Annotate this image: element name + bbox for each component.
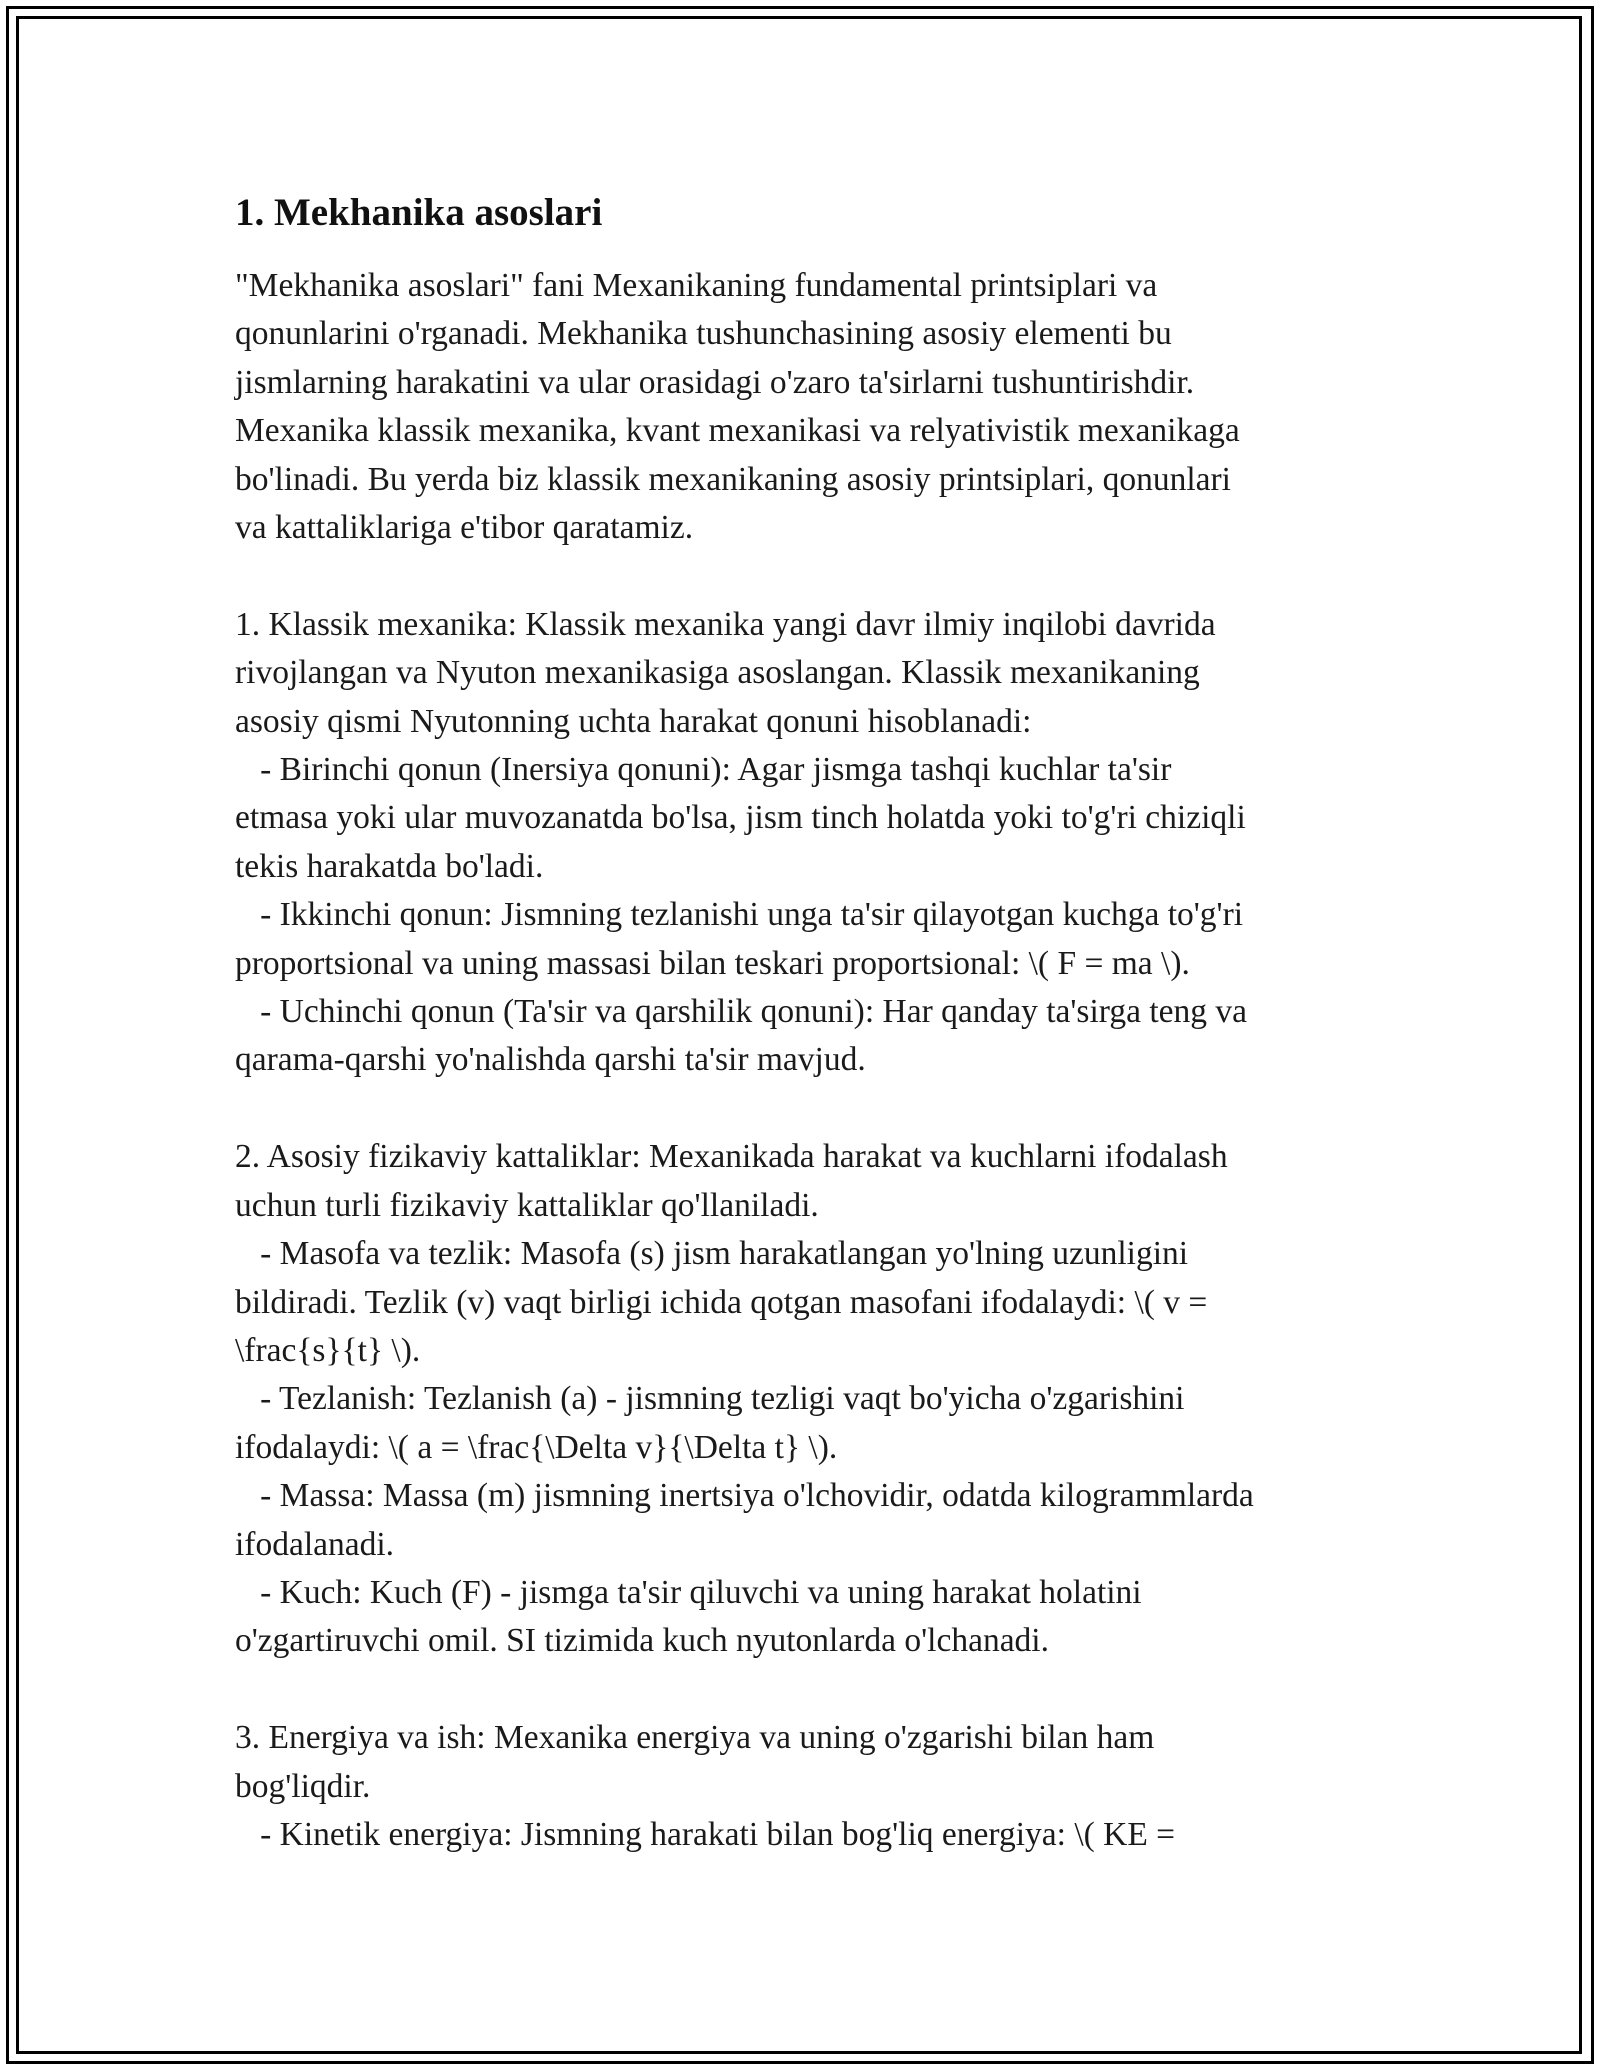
text-line: qonunlarini o'rganadi. Mekhanika tushunchasining asosiy elementi bu: [235, 315, 1172, 353]
document-body: [235, 262, 1365, 1859]
text-line: proportsional va uning massasi bilan teskari proportsional: \( F = ma \).: [235, 944, 1190, 982]
text-line: 3. Energiya va ish: Mexanika energiya va uning o'zgarishi bilan ham: [235, 1719, 1155, 1757]
blank-line: [235, 552, 1365, 600]
blank-line: [235, 1666, 1365, 1714]
text-line: - Birinchi qonun (Inersiya qonuni): Agar jismga tashqi kuchlar ta'sir: [235, 751, 1172, 789]
text-line: bo'linadi. Bu yerda biz klassik mexanikaning asosiy printsiplari, qonunlari: [235, 460, 1231, 498]
text-line: qarama-qarshi yo'nalishda qarshi ta'sir mavjud.: [235, 1041, 866, 1079]
text-line: bog'liqdir.: [235, 1767, 371, 1805]
text-line: etmasa yoki ular muvozanatda bo'lsa, jism tinch holatda yoki to'g'ri chiziqli: [235, 799, 1246, 837]
text-line: - Massa: Massa (m) jismning inertsiya o'lchovidir, odatda kilogrammlarda: [235, 1477, 1254, 1515]
text-line: va kattaliklariga e'tibor qaratamiz.: [235, 509, 694, 547]
text-line: 2. Asosiy fizikaviy kattaliklar: Mexanikada harakat va kuchlarni ifodalash: [235, 1138, 1228, 1176]
text-line: tekis harakatda bo'ladi.: [235, 847, 544, 885]
text-line: o'zgartiruvchi omil. SI tizimida kuch nyutonlarda o'lchanadi.: [235, 1622, 1049, 1660]
text-line: ifodalaydi: \( a = \frac{\Delta v}{\Delta t} \).: [235, 1428, 838, 1466]
text-line: \frac{s}{t} \).: [235, 1331, 421, 1369]
blank-line: [235, 1085, 1365, 1133]
text-line: ifodalanadi.: [235, 1525, 395, 1563]
text-line: - Ikkinchi qonun: Jismning tezlanishi unga ta'sir qilayotgan kuchga to'g'ri: [235, 896, 1244, 934]
text-line: Mexanika klassik mexanika, kvant mexanikasi va relyativistik mexanikaga: [235, 412, 1240, 450]
text-line: - Uchinchi qonun (Ta'sir va qarshilik qonuni): Har qanday ta'sirga teng va: [235, 993, 1247, 1031]
text-line: 1. Klassik mexanika: Klassik mexanika yangi davr ilmiy inqilobi davrida: [235, 605, 1216, 643]
text-line: bildiradi. Tezlik (v) vaqt birligi ichida qotgan masofani ifodalaydi: \( v =: [235, 1283, 1208, 1321]
text-line: asosiy qismi Nyutonning uchta harakat qonuni hisoblanadi:: [235, 702, 1032, 740]
text-line: - Tezlanish: Tezlanish (a) - jismning tezligi vaqt bo'yicha o'zgarishini: [235, 1380, 1185, 1418]
text-line: - Kuch: Kuch (F) - jismga ta'sir qiluvchi va uning harakat holatini: [235, 1573, 1142, 1611]
text-line: - Kinetik energiya: Jismning harakati bilan bog'liq energiya: \( KE =: [235, 1815, 1176, 1853]
text-line: jismlarning harakatini va ular orasidagi o'zaro ta'sirlarni tushuntirishdir.: [235, 363, 1195, 401]
text-line: "Mekhanika asoslari" fani Mexanikaning fundamental printsiplari va: [235, 267, 1158, 304]
document-title: 1. Mekhanika asoslari: [235, 191, 603, 234]
text-line: uchun turli fizikaviy kattaliklar qo'llaniladi.: [235, 1186, 819, 1224]
text-line: - Masofa va tezlik: Masofa (s) jism harakatlangan yo'lning uzunligini: [235, 1235, 1189, 1273]
document-page: [235, 188, 1365, 1859]
text-line: rivojlangan va Nyuton mexanikasiga asoslangan. Klassik mexanikaning: [235, 654, 1200, 692]
